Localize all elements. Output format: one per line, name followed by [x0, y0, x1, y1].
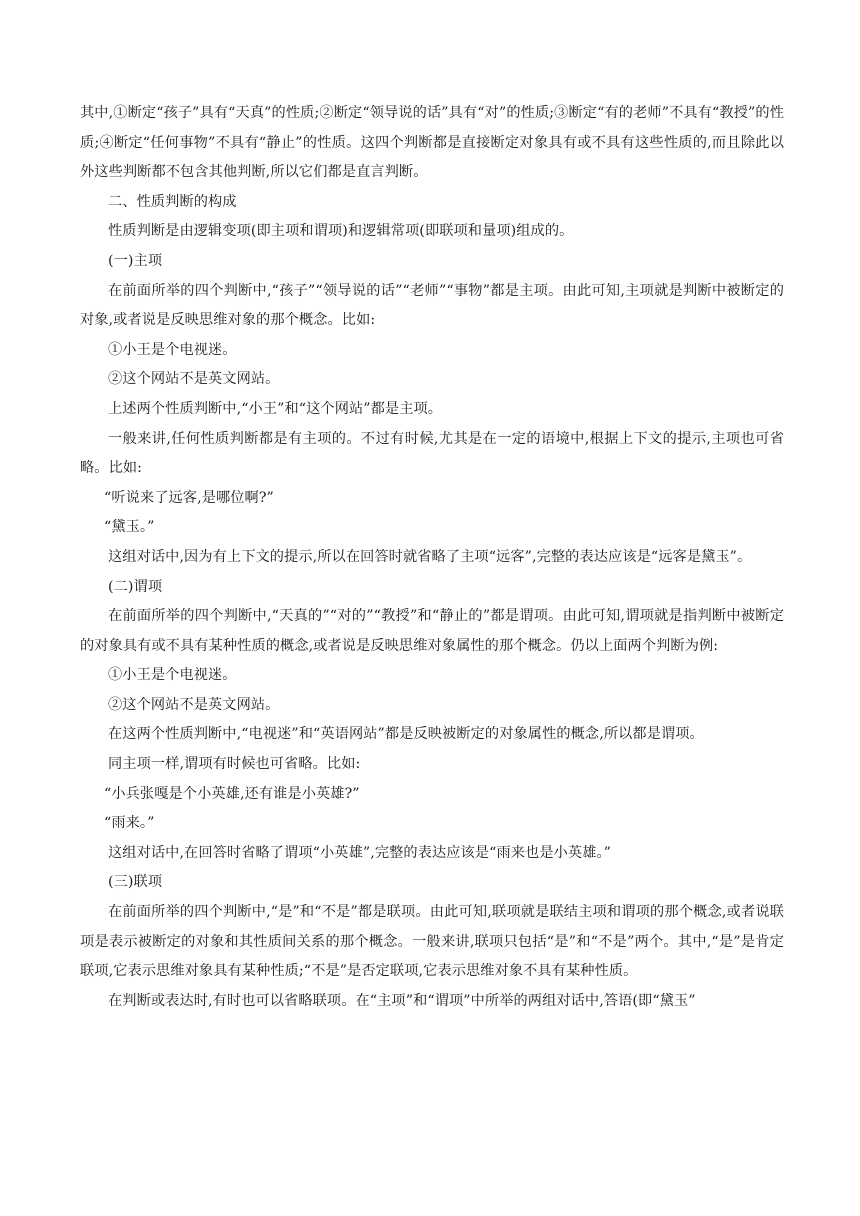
paragraph-predicate-definition: 在前面所举的四个判断中,“天真的”“对的”“教授”和“静止的”都是谓项。由此可知,谓项就是指判断中被断定的对象具有或不具有某种性质的概念,或者说是反映思维对象属性的那个概念。仍以上面两个判断为例: [80, 608, 784, 654]
paragraph-composition: 性质判断是由逻辑变项(即主项和谓项)和逻辑常项(即联项和量项)组成的。 [108, 223, 574, 240]
paragraph-predicate-omission: 同主项一样,谓项有时候也可省略。比如: [108, 756, 361, 773]
paragraph-intro: 其中,①断定“孩子”具有“天真”的性质;②断定“领导说的话”具有“对”的性质;③断定“有的老师”不具有“教授”的性质;④断定“任何事物”不具有“静止”的性质。这四个判断都是直接断定对象具有或不具有这些性质的,而且除此以外这些判断都不包含其他判断,所以它们都是直言判断。 [80, 105, 784, 181]
document-body [80, 99, 784, 1016]
subsection-heading-predicate: (二)谓项 [108, 578, 163, 595]
subsection-heading-subject: (一)主项 [108, 252, 163, 269]
example-item: ①小王是个电视迷。 [108, 667, 237, 684]
section-heading-composition: 二、性质判断的构成 [108, 193, 237, 210]
dialogue-line: “雨来。” [104, 815, 155, 832]
paragraph-subject-definition: 在前面所举的四个判断中,“孩子”“领导说的话”“老师”“事物”都是主项。由此可知,主项就是判断中被断定的对象,或者说是反映思维对象的那个概念。比如: [80, 282, 784, 329]
paragraph-copula-omission: 在判断或表达时,有时也可以省略联项。在“主项”和“谓项”中所举的两组对话中,答语(即“黛玉” [108, 992, 696, 1009]
dialogue-line: “听说来了远客,是哪位啊?” [104, 489, 274, 506]
example-item: ①小王是个电视迷。 [108, 341, 237, 358]
dialogue-line: “黛玉。” [104, 519, 155, 536]
paragraph-subject-examples: 上述两个性质判断中,“小王”和“这个网站”都是主项。 [108, 400, 443, 417]
dialogue-line: “小兵张嘎是个小英雄,还有谁是小英雄?” [104, 785, 360, 802]
example-item: ②这个网站不是英文网站。 [108, 696, 280, 713]
paragraph-predicate-examples: 在这两个性质判断中,“电视迷”和“英语网站”都是反映被断定的对象属性的概念,所以都是谓项。 [108, 726, 704, 743]
paragraph-predicate-dialogue-note: 这组对话中,在回答时省略了谓项“小英雄”,完整的表达应该是“雨来也是小英雄。” [108, 844, 612, 861]
example-item: ②这个网站不是英文网站。 [108, 371, 280, 388]
paragraph-subject-dialogue-note: 这组对话中,因为有上下文的提示,所以在回答时就省略了主项“远客”,完整的表达应该是“远客是黛玉”。 [108, 548, 752, 565]
paragraph-subject-omission: 一般来讲,任何性质判断都是有主项的。不过有时候,尤其是在一定的语境中,根据上下文的提示,主项也可省略。比如: [80, 430, 784, 477]
paragraph-copula-definition: 在前面所举的四个判断中,“是”和“不是”都是联项。由此可知,联项就是联结主项和谓项的那个概念,或者说联项是表示被断定的对象和其性质间关系的那个概念。一般来讲,联项只包括“是”和“不是”两个。其中,“是”是肯定联项,它表示思维对象具有某种性质;“不是”是否定联项,它表示思维对象不具有某种性质。 [80, 904, 784, 980]
subsection-heading-copula: (三)联项 [108, 874, 163, 891]
